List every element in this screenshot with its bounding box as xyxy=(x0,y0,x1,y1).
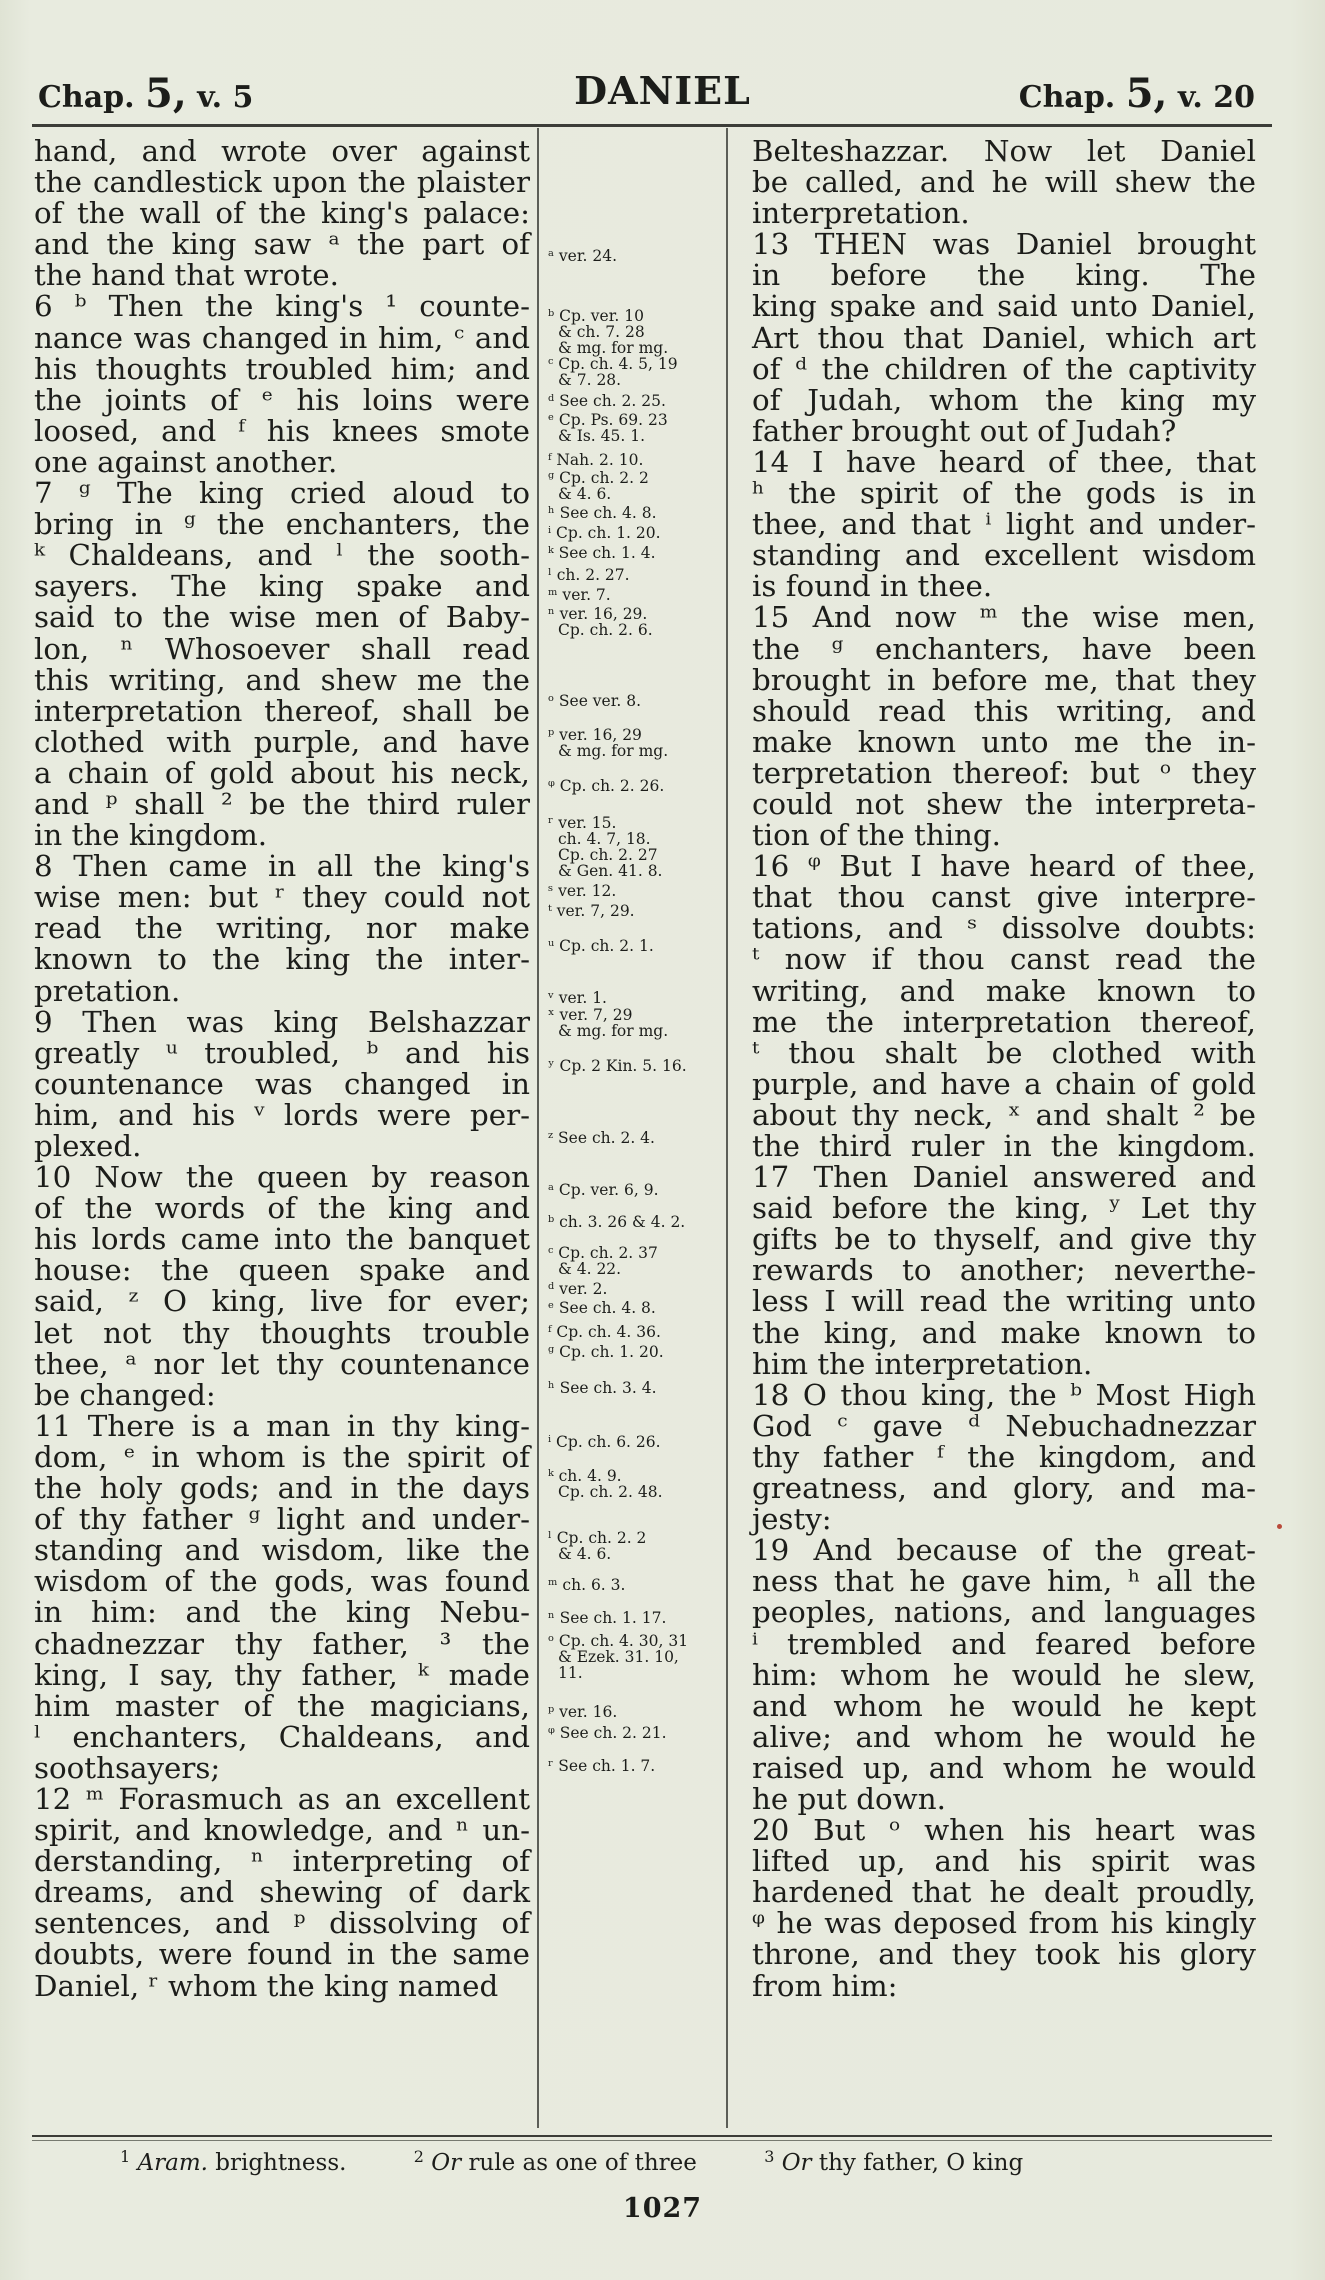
text-line: of thy father ᵍ light and under- xyxy=(34,1502,530,1537)
text-line: greatness, and glory, and ma- xyxy=(752,1471,1256,1506)
cross-reference: ᶜ Cp. ch. 4. 5, 19 xyxy=(548,355,678,373)
text-line: him the interpretation. xyxy=(752,1346,1093,1381)
cross-reference: & mg. for mg. xyxy=(558,742,669,760)
text-line: the holy gods; and in the days xyxy=(34,1471,530,1506)
text-line: Art thou that Daniel, which art xyxy=(752,320,1256,355)
cross-reference: ᶻ See ch. 2. 4. xyxy=(548,1129,655,1147)
text-line: doubts, were found in the same xyxy=(34,1937,530,1972)
cross-reference: ᵍ Cp. ch. 1. 20. xyxy=(548,1343,664,1361)
text-line: the ᵍ enchanters, have been xyxy=(752,631,1256,666)
cross-reference: ᵗ ver. 7, 29. xyxy=(548,902,635,920)
text-line: soothsayers; xyxy=(34,1750,221,1785)
ink-spot xyxy=(1277,1524,1282,1529)
text-line: alive; and whom he would he xyxy=(752,1719,1256,1754)
text-line: hardened that he dealt proudly, xyxy=(752,1875,1256,1910)
cross-reference: ⁱ Cp. ch. 1. 20. xyxy=(548,524,661,542)
text-line: the joints of ᵉ his loins were xyxy=(34,382,530,417)
column-divider-left xyxy=(537,128,539,2128)
text-line: of the words of the king and xyxy=(34,1191,530,1226)
header-right-verse: v. 20 xyxy=(1177,80,1255,115)
right-text-column xyxy=(752,136,1256,2002)
cross-reference: ᵍ Cp. ch. 2. 2 xyxy=(548,469,649,487)
text-line: ⁱ trembled and feared before xyxy=(752,1626,1256,1661)
text-line: Daniel, ʳ whom the king named xyxy=(34,1968,499,2003)
header-left-verse: v. 5 xyxy=(197,80,254,115)
cross-reference: ᶠ Nah. 2. 10. xyxy=(548,451,644,469)
cross-reference: ᵉ Cp. Ps. 69. 23 xyxy=(548,411,668,429)
text-line: wise men: but ʳ they could not xyxy=(34,880,530,915)
text-line: countenance was changed in xyxy=(34,1066,530,1101)
cross-reference: ᵒ See ver. 8. xyxy=(548,692,642,710)
text-line: him master of the magicians, xyxy=(34,1688,530,1723)
text-line: known to the king the inter- xyxy=(34,942,530,977)
cross-reference: & Is. 45. 1. xyxy=(558,427,646,445)
cross-reference: ᵐ ch. 6. 3. xyxy=(548,1576,626,1594)
cross-reference: Cp. ch. 2. 27 xyxy=(558,846,658,864)
text-line: thee, and that ⁱ light and under- xyxy=(752,507,1256,542)
footnote-1 xyxy=(120,2147,354,2176)
text-line: father brought out of Judah? xyxy=(752,413,1177,448)
text-line: he put down. xyxy=(752,1781,946,1816)
text-line: and the king saw ᵃ the part of xyxy=(34,227,530,262)
text-line: purple, and have a chain of gold xyxy=(752,1066,1256,1101)
text-line: standing and wisdom, like the xyxy=(34,1533,530,1568)
footnote-3-label: Or xyxy=(781,2150,812,2176)
text-line: interpretation thereof, shall be xyxy=(34,693,530,728)
text-line: terpretation thereof: but ᵒ they xyxy=(752,755,1256,790)
cross-reference: Cp. ch. 2. 6. xyxy=(558,621,653,639)
text-line: 17 Then Daniel answered and xyxy=(752,1160,1256,1195)
text-line: be changed: xyxy=(34,1377,216,1412)
text-line: clothed with purple, and have xyxy=(34,724,530,759)
text-line: peoples, nations, and languages xyxy=(752,1595,1256,1630)
cross-reference: ᶜ Cp. ch. 2. 37 xyxy=(548,1244,658,1262)
text-line: gifts be to thyself, and give thy xyxy=(752,1222,1256,1257)
text-line: God ᶜ gave ᵈ Nebuchadnezzar xyxy=(752,1408,1256,1443)
text-line: dom, ᵉ in whom is the spirit of xyxy=(34,1439,530,1474)
text-line: could not shew the interpreta- xyxy=(752,786,1256,821)
text-line: in him: and the king Nebu- xyxy=(34,1595,530,1630)
cross-reference: ᵏ See ch. 1. 4. xyxy=(548,544,656,562)
text-line: Belteshazzar. Now let Daniel xyxy=(752,134,1256,168)
footnote-2 xyxy=(413,2147,704,2176)
text-line: in the kingdom. xyxy=(34,818,268,853)
text-line: ᵠ he was deposed from his kingly xyxy=(752,1906,1256,1941)
text-line: one against another. xyxy=(34,444,338,479)
text-line: pretation. xyxy=(34,973,181,1008)
text-line: said before the king, ʸ Let thy xyxy=(752,1191,1256,1226)
footnote-rule xyxy=(32,2135,1272,2137)
text-line: rewards to another; neverthe- xyxy=(752,1253,1256,1288)
text-line: in before the king. The xyxy=(752,258,1256,293)
cross-reference: & 7. 28. xyxy=(558,371,622,389)
text-line: ᵏ Chaldeans, and ˡ the sooth- xyxy=(34,538,530,573)
text-line: jesty: xyxy=(752,1502,832,1537)
cross-reference: & Gen. 41. 8. xyxy=(558,862,663,880)
column-divider-right xyxy=(726,128,728,2128)
cross-reference: ˣ ver. 7, 29 xyxy=(548,1006,633,1024)
text-line: a chain of gold about his neck, xyxy=(34,755,530,790)
text-line: ᵗ now if thou canst read the xyxy=(752,942,1256,977)
text-line: brought in before me, that they xyxy=(752,662,1256,697)
footnote-3 xyxy=(764,2147,1024,2176)
cross-reference: ⁿ See ch. 1. 17. xyxy=(548,1609,667,1627)
text-line: chadnezzar thy father, ³ the xyxy=(34,1626,530,1661)
text-line: tion of the thing. xyxy=(752,818,1001,853)
cross-reference: ᵃ ver. 24. xyxy=(548,247,618,265)
text-line: wisdom of the gods, was found xyxy=(34,1564,530,1599)
text-line: him, and his ᵛ lords were per- xyxy=(34,1097,530,1132)
text-line: greatly ᵘ troubled, ᵇ and his xyxy=(34,1035,530,1070)
cross-reference: ch. 4. 7, 18. xyxy=(558,830,651,848)
footnote-2-label: Or xyxy=(431,2150,462,2176)
footnote-3-text: thy father, O king xyxy=(818,2150,1024,2176)
text-line: sayers. The king spake and xyxy=(34,569,530,604)
cross-reference: ᵛ ver. 1. xyxy=(548,989,607,1007)
text-line: ᵗ thou shalt be clothed with xyxy=(752,1035,1256,1070)
cross-reference: ʰ See ch. 3. 4. xyxy=(548,1379,657,1397)
text-line: spirit, and knowledge, and ⁿ un- xyxy=(34,1813,530,1848)
text-line: said to the wise men of Baby- xyxy=(34,600,530,635)
left-text-column xyxy=(34,136,530,2002)
footnote-1-text: brightness. xyxy=(215,2150,347,2176)
text-line: of Judah, whom the king my xyxy=(752,382,1256,417)
text-line: 11 There is a man in thy king- xyxy=(34,1408,530,1443)
text-line: that thou canst give interpre- xyxy=(752,880,1256,915)
text-line: thee, ᵃ nor let thy countenance xyxy=(34,1346,530,1381)
cross-reference: ⁿ ver. 16, 29. xyxy=(548,605,648,623)
text-line: nance was changed in him, ᶜ and xyxy=(34,320,530,355)
text-line: 16 ᵠ But I have heard of thee, xyxy=(752,849,1256,884)
cross-reference: ᶠ Cp. ch. 4. 36. xyxy=(548,1323,661,1341)
header-left-prefix: Chap. xyxy=(38,80,135,115)
page-number: 1027 xyxy=(622,2193,703,2224)
text-line: make known unto me the in- xyxy=(752,724,1256,759)
text-line: 7 ᵍ The king cried aloud to xyxy=(34,476,530,511)
cross-reference: Cp. ch. 2. 48. xyxy=(558,1483,663,1501)
text-line: and ᵖ shall ² be the third ruler xyxy=(34,786,530,821)
text-line: ˡ enchanters, Chaldeans, and xyxy=(34,1719,530,1754)
text-line: king, I say, thy father, ᵏ made xyxy=(34,1657,530,1692)
footnote-rule-thin xyxy=(32,2140,1272,2141)
text-line: sentences, and ᵖ dissolving of xyxy=(34,1906,530,1941)
cross-reference: ˢ ver. 12. xyxy=(548,882,617,900)
cross-reference: ᵖ ver. 16. xyxy=(548,1703,618,1721)
text-line: 20 But ᵒ when his heart was xyxy=(752,1813,1256,1848)
cross-reference: & 4. 22. xyxy=(558,1260,622,1278)
text-line: hand, and wrote over against xyxy=(34,134,530,168)
text-line: throne, and they took his glory xyxy=(752,1937,1256,1972)
footnote-1-mark: 1 xyxy=(120,2147,131,2166)
cross-reference: ⁱ Cp. ch. 6. 26. xyxy=(548,1433,661,1451)
text-line: 12 ᵐ Forasmuch as an excellent xyxy=(34,1781,530,1816)
header-right-prefix: Chap. xyxy=(1018,80,1116,115)
text-line: his lords came into the banquet xyxy=(34,1222,530,1257)
text-line: 19 And because of the great- xyxy=(752,1533,1256,1568)
text-line: and whom he would he kept xyxy=(752,1688,1256,1723)
text-line: 9 Then was king Belshazzar xyxy=(34,1004,530,1039)
cross-reference: ᵈ See ch. 2. 25. xyxy=(548,392,666,410)
text-line: from him: xyxy=(752,1968,898,2003)
cross-reference: ᵒ Cp. ch. 4. 30, 31 xyxy=(548,1632,689,1650)
text-line: plexed. xyxy=(34,1129,142,1163)
header-right-chapter-verse xyxy=(1019,70,1255,117)
text-line: lon, ⁿ Whosoever shall read xyxy=(34,631,530,666)
footnotes xyxy=(120,2147,1083,2176)
text-line: 14 I have heard of thee, that xyxy=(752,444,1256,479)
cross-reference: & mg. for mg. xyxy=(558,339,669,357)
text-line: dreams, and shewing of dark xyxy=(34,1875,530,1910)
book-title: DANIEL xyxy=(574,68,751,113)
cross-reference: ᵇ ch. 3. 26 & 4. 2. xyxy=(548,1213,686,1231)
cross-reference: ᵉ See ch. 4. 8. xyxy=(548,1299,656,1317)
cross-reference: & mg. for mg. xyxy=(558,1022,669,1040)
text-line: 10 Now the queen by reason xyxy=(34,1160,530,1195)
text-line: less I will read the writing unto xyxy=(752,1284,1256,1319)
footnote-2-text: rule as one of three xyxy=(468,2150,697,2176)
header-right-chapter: 5, xyxy=(1125,70,1168,117)
text-line: the candlestick upon the plaister xyxy=(34,165,530,200)
footnote-3-mark: 3 xyxy=(764,2147,775,2166)
cross-reference: & 4. 6. xyxy=(558,1545,612,1563)
cross-reference: & Ezek. 31. 10, xyxy=(558,1648,679,1666)
cross-reference: ᵏ ch. 4. 9. xyxy=(548,1467,622,1485)
text-line: the king, and make known to xyxy=(752,1315,1256,1350)
cross-reference: & ch. 7. 28 xyxy=(558,323,645,341)
cross-reference: ᵇ Cp. ver. 10 xyxy=(548,307,644,325)
text-line: be called, and he will shew the xyxy=(752,165,1256,200)
cross-reference: ᵐ ver. 7. xyxy=(548,586,611,604)
text-line: the third ruler in the kingdom. xyxy=(752,1129,1256,1163)
text-line: standing and excellent wisdom xyxy=(752,538,1256,573)
text-line: should read this writing, and xyxy=(752,693,1256,728)
text-line: lifted up, and his spirit was xyxy=(752,1844,1256,1879)
cross-reference: ᵘ Cp. ch. 2. 1. xyxy=(548,937,654,955)
cross-reference: ᵖ ver. 16, 29 xyxy=(548,726,642,744)
text-line: ness that he gave him, ʰ all the xyxy=(752,1564,1256,1599)
text-line: raised up, and whom he would xyxy=(752,1750,1256,1785)
text-line: this writing, and shew me the xyxy=(34,662,530,697)
cross-reference: ʳ ver. 15. xyxy=(548,814,617,832)
cross-reference: ʰ See ch. 4. 8. xyxy=(548,504,657,522)
text-line: loosed, and ᶠ his knees smote xyxy=(34,413,530,448)
text-line: let not thy thoughts trouble xyxy=(34,1315,530,1350)
cross-reference: ᵠ See ch. 2. 21. xyxy=(548,1724,667,1742)
text-line: 13 THEN was Daniel brought xyxy=(752,227,1256,262)
text-line: me the interpretation thereof, xyxy=(752,1004,1256,1039)
footnote-1-label: Aram. xyxy=(137,2150,208,2176)
text-line: 6 ᵇ Then the king's ¹ counte- xyxy=(34,289,530,324)
text-line: ʰ the spirit of the gods is in xyxy=(752,476,1256,511)
text-line: 8 Then came in all the king's xyxy=(34,849,530,884)
cross-reference: ˡ ch. 2. 27. xyxy=(548,566,630,584)
text-line: bring in ᵍ the enchanters, the xyxy=(34,507,530,542)
cross-reference: ᵠ Cp. ch. 2. 26. xyxy=(548,777,665,795)
cross-reference: ᵈ ver. 2. xyxy=(548,1280,608,1298)
text-line: thy father ᶠ the kingdom, and xyxy=(752,1439,1256,1474)
text-line: 15 And now ᵐ the wise men, xyxy=(752,600,1256,635)
cross-reference: ʸ Cp. 2 Kin. 5. 16. xyxy=(548,1057,687,1075)
cross-reference: 11. xyxy=(558,1664,583,1682)
cross-reference: ˡ Cp. ch. 2. 2 xyxy=(548,1529,647,1547)
cross-reference: ᵃ Cp. ver. 6, 9. xyxy=(548,1181,659,1199)
text-line: the hand that wrote. xyxy=(34,258,339,293)
text-line: house: the queen spake and xyxy=(34,1253,530,1288)
header-rule xyxy=(32,124,1272,127)
text-line: derstanding, ⁿ interpreting of xyxy=(34,1844,530,1879)
footnote-2-mark: 2 xyxy=(413,2147,424,2166)
text-line: is found in thee. xyxy=(752,569,993,604)
text-line: tations, and ˢ dissolve doubts: xyxy=(752,911,1256,946)
text-line: him: whom he would he slew, xyxy=(752,1657,1256,1692)
cross-reference: ʳ See ch. 1. 7. xyxy=(548,1757,656,1775)
text-line: of the wall of the king's palace: xyxy=(34,196,530,231)
text-line: read the writing, nor make xyxy=(34,911,530,946)
text-line: about thy neck, ˣ and shalt ² be xyxy=(752,1097,1256,1132)
text-line: 18 O thou king, the ᵇ Most High xyxy=(752,1377,1256,1412)
text-line: said, ᶻ O king, live for ever; xyxy=(34,1284,530,1319)
text-line: king spake and said unto Daniel, xyxy=(752,289,1256,324)
text-line: his thoughts troubled him; and xyxy=(34,351,530,386)
text-line: writing, and make known to xyxy=(752,973,1256,1008)
cross-reference: & 4. 6. xyxy=(558,485,612,503)
header-left-chapter: 5, xyxy=(145,70,187,117)
text-line: of ᵈ the children of the captivity xyxy=(752,351,1256,386)
text-line: interpretation. xyxy=(752,196,970,231)
